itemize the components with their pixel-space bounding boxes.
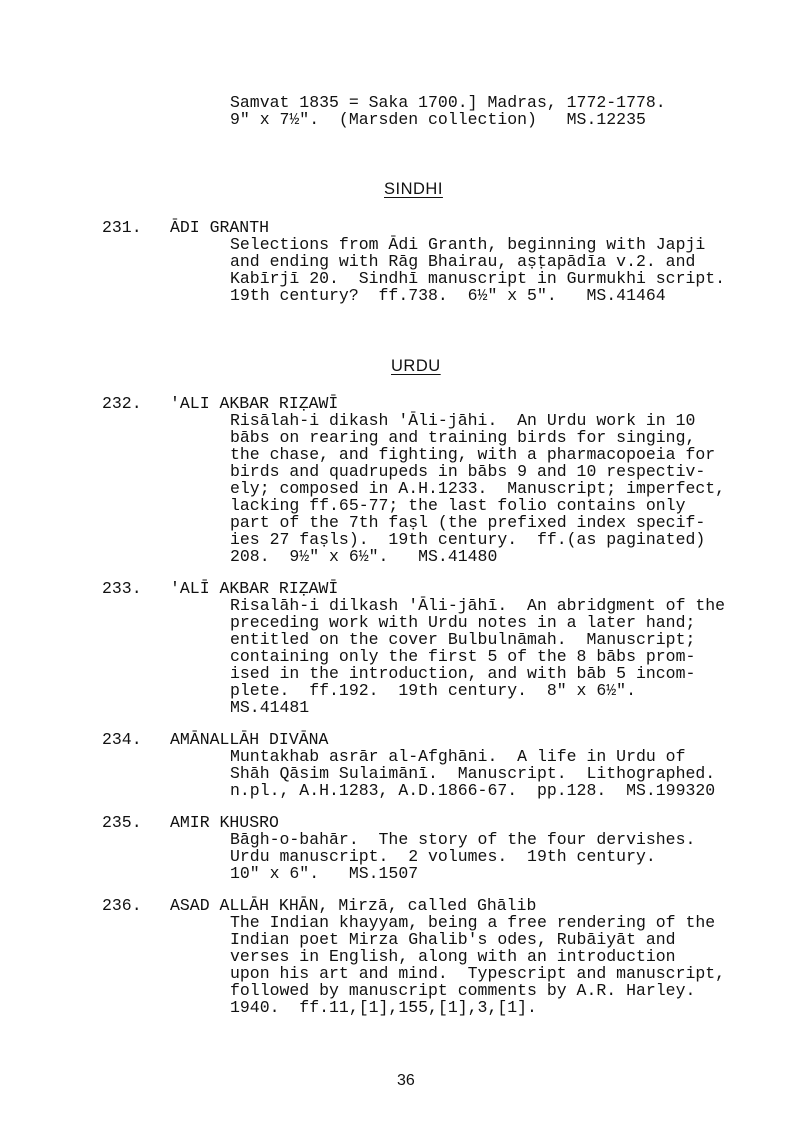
entry-number: 235. [102, 813, 142, 832]
entry-number: 234. [102, 730, 142, 749]
entry-line: Risālah-i dikash 'Āli-jāhi. An Urdu work in 10 [230, 411, 696, 430]
entry-line: Muntakhab asrār al-Afghāni. A life in Urdu of [230, 747, 686, 766]
intro-line: Samvat 1835 = Saka 1700.] Madras, 1772-1778. [230, 93, 666, 112]
entry-line: containing only the first 5 of the 8 bābs prom- [230, 647, 696, 666]
entry-line: verses in English, along with an introduction [230, 947, 676, 966]
entry-line: Selections from Ādi Granth, beginning with Japji [230, 235, 706, 254]
entry-line: 208. 9½" x 6½". MS.41480 [230, 547, 498, 566]
entry-line: 19th century? ff.738. 6½" x 5". MS.41464 [230, 286, 666, 305]
entry-number: 236. [102, 896, 142, 915]
intro-line: 9" x 7½". (Marsden collection) MS.12235 [230, 110, 646, 129]
entry-line: plete. ff.192. 19th century. 8" x 6½". [230, 681, 636, 700]
entry-number: 232. [102, 394, 142, 413]
entry-number: 233. [102, 579, 142, 598]
entry-line: Bāgh-o-bahār. The story of the four dervishes. [230, 830, 696, 849]
entry-line: Urdu manuscript. 2 volumes. 19th century. [230, 847, 656, 866]
entry-line: Indian poet Mirza Ghalib's odes, Rubāiyāt and [230, 930, 676, 949]
entry-line: 1940. ff.11,[1],155,[1],3,[1]. [230, 998, 537, 1017]
entry-line: ised in the introduction, and with bāb 5 incom- [230, 664, 696, 683]
entry-line: and ending with Rāg Bhairau, aṣṭapādīa v.2. and [230, 252, 696, 271]
entry-line: Risalāh-i dilkash 'Āli-jāhī. An abridgment of the [230, 596, 726, 615]
entry-line: Shāh Qāsim Sulaimānī. Manuscript. Lithographed. [230, 764, 716, 783]
entry-line: birds and quadrupeds in bābs 9 and 10 respectiv- [230, 462, 706, 481]
entry-line: ely; composed in A.H.1233. Manuscript; imperfect, [230, 479, 726, 498]
entry-line: followed by manuscript comments by A.R. Harley. [230, 981, 696, 1000]
entry-line: preceding work with Urdu notes in a later hand; [230, 613, 696, 632]
entry-author: AMIR KHUSRO [170, 813, 279, 832]
entry-line: ies 27 faṣls). 19th century. ff.(as paginated) [230, 530, 706, 549]
entry-line: bābs on rearing and training birds for singing, [230, 428, 696, 447]
entry-line: n.pl., A.H.1283, A.D.1866-67. pp.128. MS.199320 [230, 781, 716, 800]
entry-line: The Indian khayyam, being a free rendering of the [230, 913, 716, 932]
entry-author: ĀDI GRANTH [170, 218, 270, 237]
entry-line: the chase, and fighting, with a pharmacopoeia for [230, 445, 716, 464]
entry-line: entitled on the cover Bulbulnāmah. Manuscript; [230, 630, 696, 649]
entry-number: 231. [102, 218, 142, 237]
entry-line: Kabīrjī 20. Sindhī manuscript in Gurmukhi script. [230, 269, 726, 288]
entry-author: 'ALĪ AKBAR RIẒAWĪ [170, 579, 339, 598]
entry-line: upon his art and mind. Typescript and manuscript, [230, 964, 726, 983]
page-number: 36 [397, 1072, 415, 1089]
section-heading-sindhi: SINDHI [384, 180, 443, 198]
section-heading-urdu: URDU [391, 357, 441, 375]
entry-author: AMĀNALLĀH DIVĀNA [170, 730, 329, 749]
entry-author: 'ALI AKBAR RIẒAWĪ [170, 394, 339, 413]
entry-line: part of the 7th faṣl (the prefixed index specif- [230, 513, 706, 532]
entry-line: 10" x 6". MS.1507 [230, 864, 419, 883]
entry-author: ASAD ALLĀH KHĀN, Mirzā, called Ghālib [170, 896, 537, 915]
entry-line: MS.41481 [230, 698, 310, 717]
entry-line: lacking ff.65-77; the last folio contains only [230, 496, 686, 515]
